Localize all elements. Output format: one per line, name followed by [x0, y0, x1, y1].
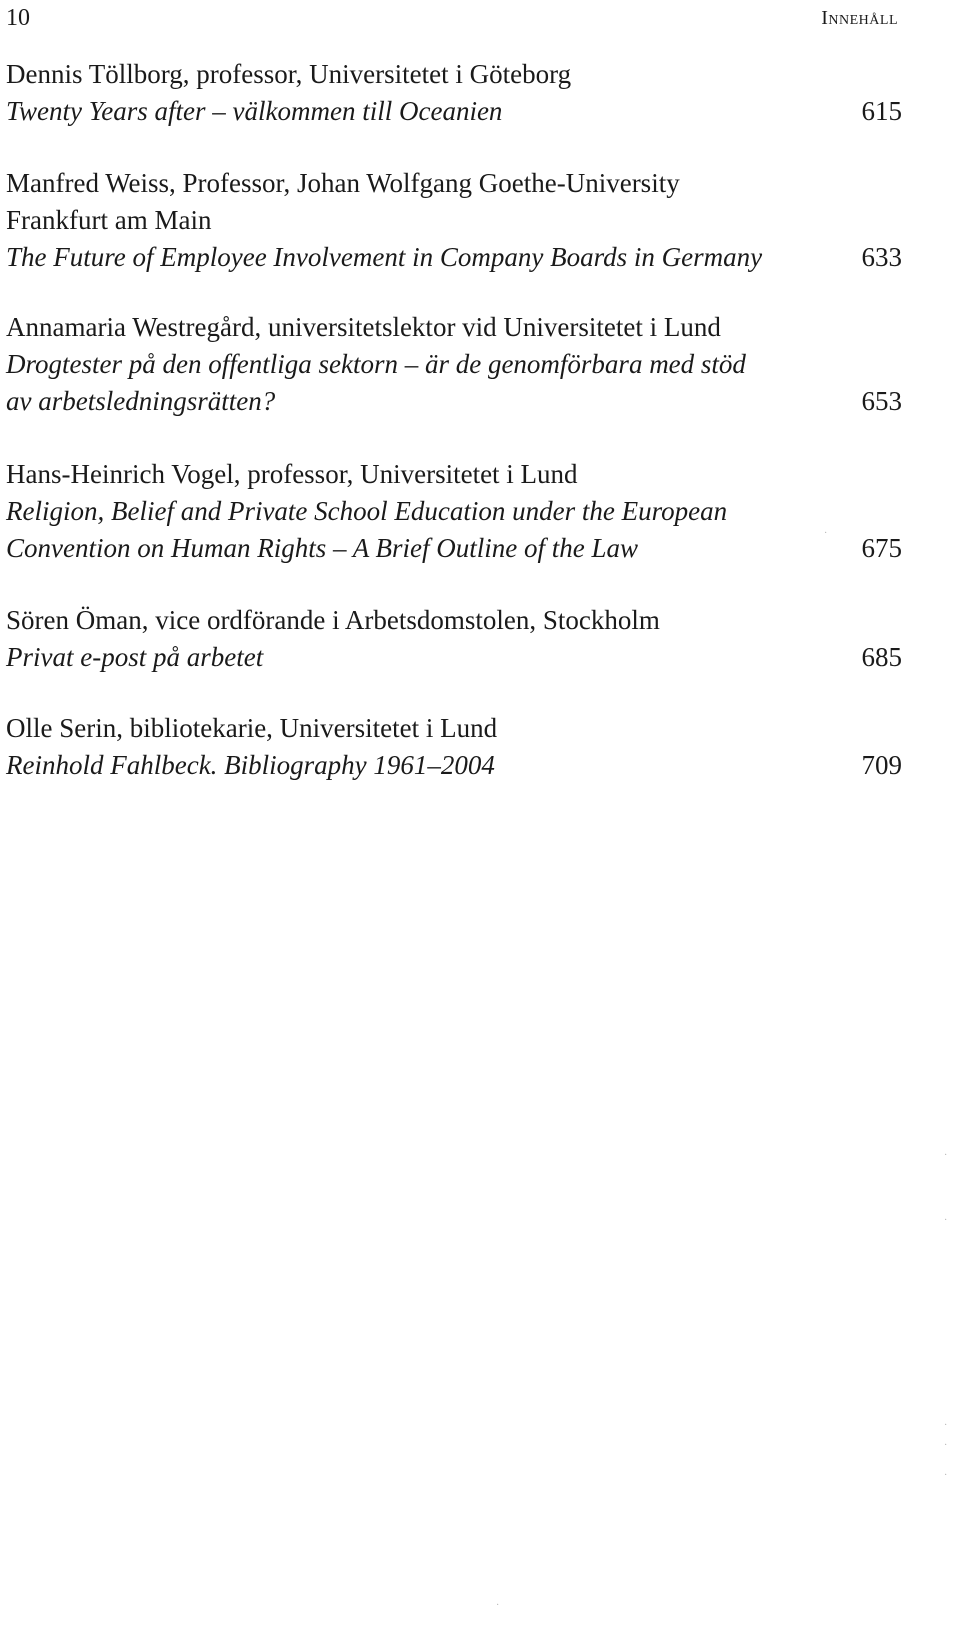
- scan-speck: ·: [944, 1215, 948, 1226]
- entry-title: Privat e-post på arbetet: [6, 642, 264, 672]
- toc-entry: [6, 56, 902, 130]
- entry-title: Religion, Belief and Private School Education under the European: [6, 496, 728, 526]
- entry-page-number: 685: [861, 642, 902, 672]
- entry-title: Convention on Human Rights – A Brief Outline of the Law: [6, 533, 638, 563]
- entry-author: Frankfurt am Main: [6, 205, 212, 235]
- entry-title: Twenty Years after – välkommen till Oceanien: [6, 96, 503, 126]
- page-number: 10: [6, 5, 30, 31]
- entry-page-number: 633: [861, 242, 902, 272]
- toc-entry: [6, 309, 902, 420]
- scan-speck: ·: [944, 1470, 948, 1481]
- scan-speck: ·: [496, 1600, 500, 1611]
- entry-title: av arbetsledningsrätten?: [6, 386, 276, 416]
- scan-speck: ·: [944, 1440, 948, 1451]
- entry-author: Dennis Töllborg, professor, Universitetet i Göteborg: [6, 59, 572, 89]
- entry-title: The Future of Employee Involvement in Company Boards in Germany: [6, 242, 763, 272]
- entry-title: Drogtester på den offentliga sektorn – är de genomförbara med stöd: [6, 349, 746, 379]
- entry-page-number: 653: [861, 386, 902, 416]
- entry-author: Annamaria Westregård, universitetslektor vid Universitetet i Lund: [6, 312, 721, 342]
- entry-author: Hans-Heinrich Vogel, professor, Universitetet i Lund: [6, 459, 578, 489]
- toc-entry: [6, 602, 902, 676]
- entry-page-number: 615: [861, 96, 902, 126]
- running-head: Innehåll: [821, 7, 898, 29]
- entry-author: Sören Öman, vice ordförande i Arbetsdomstolen, Stockholm: [6, 605, 660, 635]
- entry-page-number: 709: [861, 750, 902, 780]
- toc-entry: [6, 710, 902, 784]
- entry-author: Manfred Weiss, Professor, Johan Wolfgang Goethe-University: [6, 168, 680, 198]
- scan-speck: ·: [824, 528, 828, 539]
- scan-speck: ·: [944, 1150, 948, 1161]
- scan-speck: ·: [944, 1420, 948, 1431]
- entry-author: Olle Serin, bibliotekarie, Universitetet i Lund: [6, 713, 498, 743]
- toc-entry: [6, 165, 902, 276]
- entry-title: Reinhold Fahlbeck. Bibliography 1961–2004: [6, 750, 495, 780]
- toc-entry: [6, 456, 902, 567]
- entry-page-number: 675: [861, 533, 902, 563]
